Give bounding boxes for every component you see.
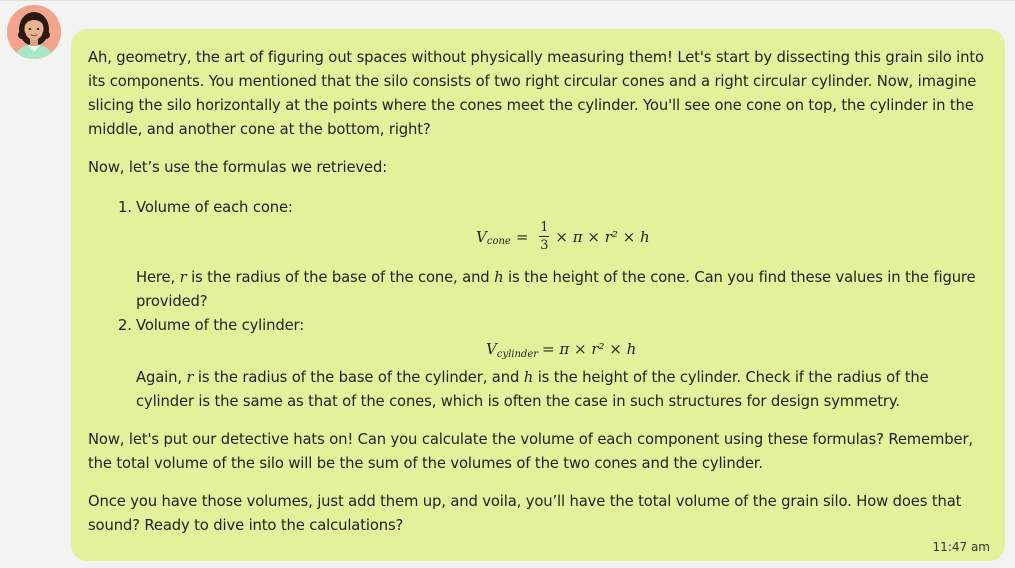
body-text: Again, <box>136 369 187 386</box>
list-item-label: Volume of each cone: <box>136 199 293 216</box>
message-paragraph: Once you have those volumes, just add them up, and voila, you’ll have the total volume of the grain silo. How does that sound? Ready to dive into the calculations? <box>88 493 962 534</box>
list-item-label: Volume of the cylinder: <box>136 317 305 334</box>
list-item-body <box>88 366 987 414</box>
formula-list <box>88 196 987 414</box>
body-text: is the radius of the base of the cone, and <box>186 269 495 286</box>
formula-subscript: cylinder <box>496 348 539 360</box>
avatar-portrait-icon <box>7 5 61 59</box>
list-item-cone-title <box>88 196 987 220</box>
message-paragraph: Now, let's put our detective hats on! Can you calculate the volume of each component using these formulas? Remember, the total volume of the silo will be the sum of the volumes of the two cones and the cylinder. <box>88 431 973 472</box>
formula-rhs: = π × r² × h <box>542 340 637 358</box>
body-text: is the radius of the base of the cylinder, and <box>193 369 524 386</box>
variable-h: h <box>494 269 504 286</box>
formula-fraction <box>539 220 549 253</box>
top-divider <box>0 0 1015 1</box>
body-text: is the height of the cone. Can you find these values in the figure provided? <box>136 269 976 310</box>
body-text: is the height of the cylinder. Check if the radius of the cylinder is the same as that of the cones, which is often the case in such structures for design symmetry. <box>136 369 929 410</box>
message-paragraph: Now, let’s use the formulas we retrieved: <box>88 159 388 176</box>
cone-volume-formula-row <box>88 220 987 266</box>
list-item-body <box>88 266 987 314</box>
formula-equals: = <box>515 227 529 246</box>
message-paragraph: Ah, geometry, the art of figuring out spaces without physically measuring them! Let's start by dissecting this grain silo into its components. You mentioned that the silo consists of two right circular cones and a right circular cylinder. Now, imagine slicing the silo horizontally at the points where the cones meet the cylinder. You'll see one cone on top, the cylinder in the middle, and another cone at the bottom, right? <box>88 49 984 138</box>
variable-r: r <box>179 269 187 286</box>
fraction-numerator: 1 <box>540 220 549 235</box>
variable-r: r <box>186 369 194 386</box>
cylinder-volume-formula-row <box>88 338 987 366</box>
variable-h: h <box>523 369 534 386</box>
formula-subscript: cone <box>486 236 511 247</box>
list-item-number: 2. <box>118 317 132 334</box>
cylinder-volume-formula <box>486 340 636 358</box>
list-item-number: 1. <box>118 199 132 216</box>
formula-lhs: V <box>486 340 497 358</box>
fraction-bar <box>539 236 549 237</box>
cone-volume-formula <box>476 220 650 253</box>
list-item-cylinder-title <box>88 314 987 338</box>
formula-lhs: V <box>476 227 487 246</box>
formula-rhs: × π × r² × h <box>555 227 650 246</box>
assistant-message-bubble <box>71 29 1005 561</box>
fraction-denominator: 3 <box>540 238 549 253</box>
body-text: Here, <box>136 269 180 286</box>
message-timestamp: 11:47 am <box>932 540 990 554</box>
assistant-avatar[interactable] <box>7 5 61 59</box>
